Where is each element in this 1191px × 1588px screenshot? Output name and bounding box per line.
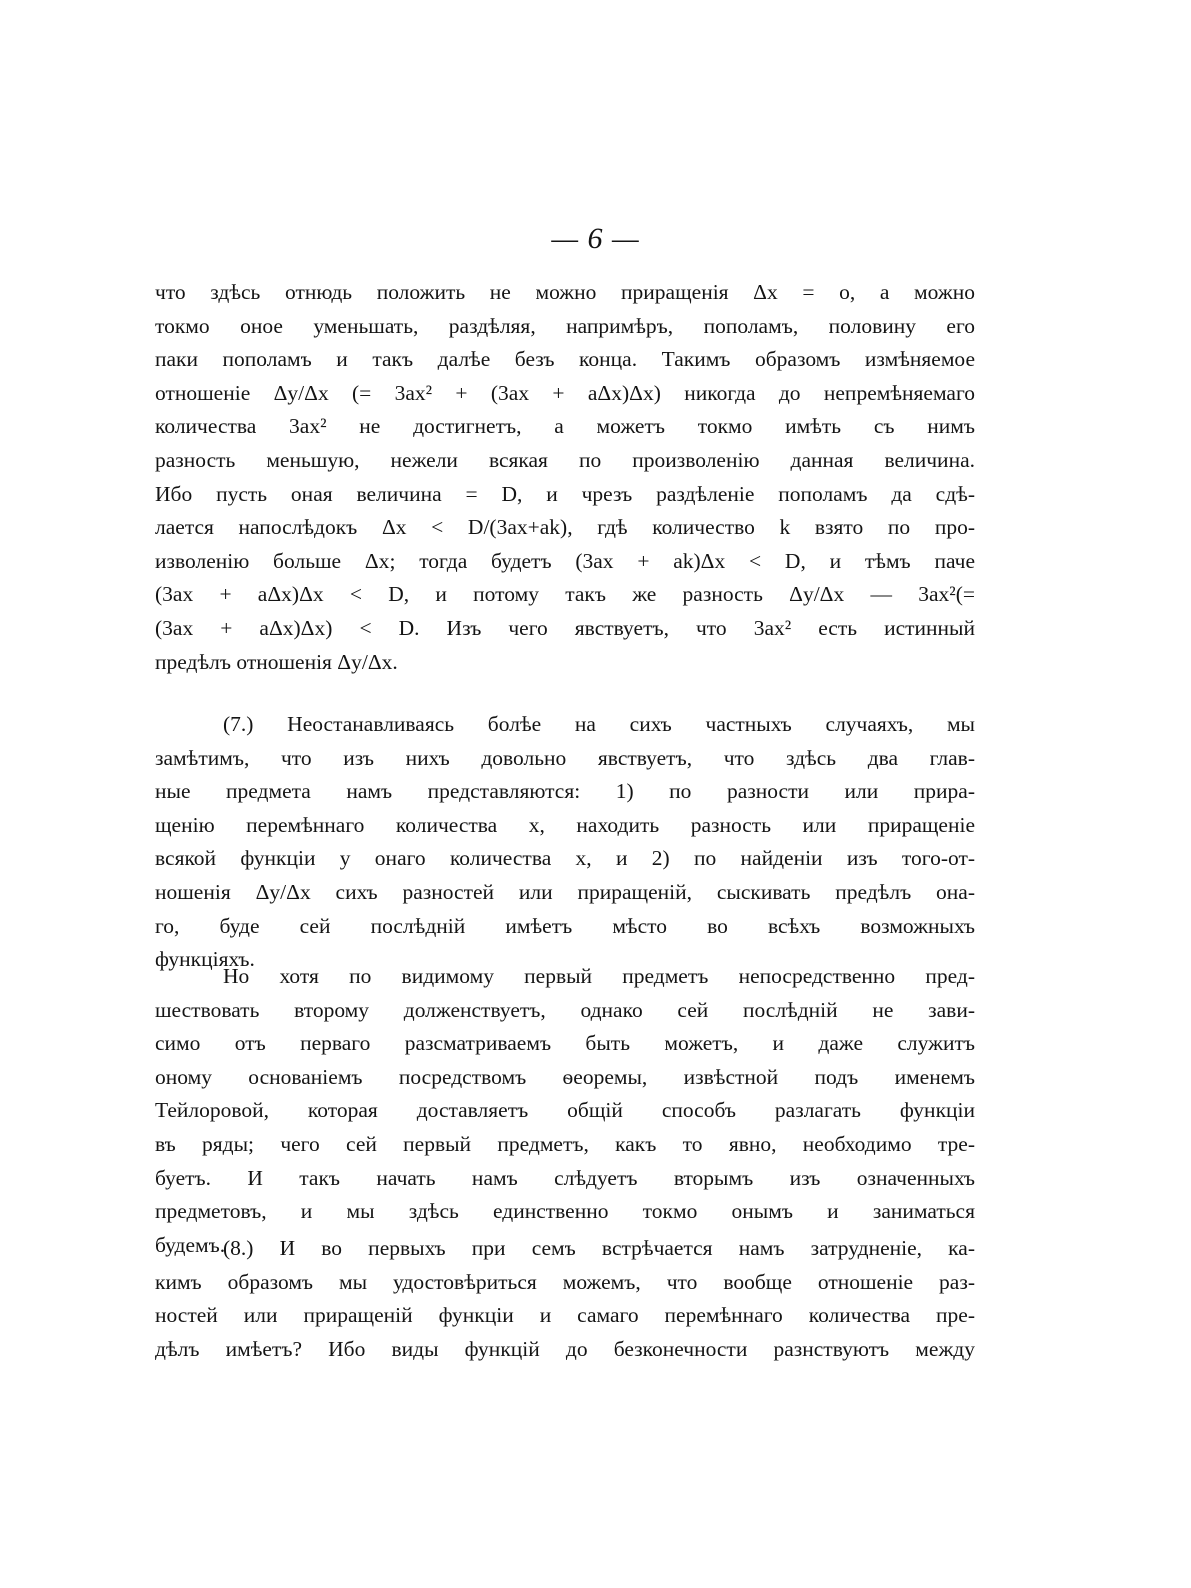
- paragraph-3: [155, 960, 975, 1262]
- text-line: (3ax + aΔx)Δx < D, и потому такъ же разность Δy/Δx — 3ax²(=: [155, 582, 975, 607]
- text-line: всякой функціи y онаго количества x, и 2) по найденіи изъ того-от-: [155, 846, 975, 871]
- paragraph-4: [155, 1232, 975, 1366]
- text-line: ношенія Δy/Δx сихъ разностей или приращеній, сыскивать предѣлъ она-: [155, 879, 975, 904]
- text-line: буетъ. И такъ начать намъ слѣдуетъ вторымъ изъ означенныхъ: [155, 1165, 975, 1190]
- text-line: разность меньшую, нежели всякая по произволенію данная величина.: [155, 447, 975, 472]
- text-line: предѣлъ отношенія Δy/Δx.: [155, 649, 398, 674]
- text-line: замѣтимъ, что изъ нихъ довольно явствуетъ, что здѣсь два глав-: [155, 745, 975, 770]
- text-line: паки пополамъ и такъ далѣе безъ конца. Такимъ образомъ измѣняемое: [155, 347, 975, 372]
- paragraph-2: [155, 708, 975, 977]
- text-line: дѣлъ имѣетъ? Ибо виды функцій до безконечности разнствуютъ между: [155, 1336, 975, 1361]
- text-line: щенію перемѣннаго количества x, находить разность или приращеніе: [155, 812, 975, 837]
- page-number: — 6 —: [551, 222, 640, 255]
- text-line: Но хотя по видимому первый предметъ непосредственно пред-: [223, 964, 975, 988]
- text-line: что здѣсь отнюдь положить не можно приращенія Δx = o, а можно: [155, 280, 975, 304]
- text-line: шествовать второму долженствуетъ, однако сей послѣдній не зави-: [155, 997, 975, 1022]
- text-line: функціяхъ.: [155, 947, 255, 972]
- text-line: (7.) Неостанавливаясь болѣе на сихъ частныхъ случаяхъ, мы: [223, 712, 975, 736]
- text-line: го, буде сей послѣдній имѣетъ мѣсто во всѣхъ возможныхъ: [155, 913, 975, 938]
- text-line: отношеніе Δy/Δx (= 3ax² + (3ax + aΔx)Δx) никогда до непремѣняемаго: [155, 380, 975, 405]
- text-line: (8.) И во первыхъ при семъ встрѣчается намъ затрудненіе, ка-: [223, 1236, 975, 1260]
- text-line: Тейлоровой, которая доставляетъ общій способъ разлагать функціи: [155, 1098, 975, 1123]
- paragraph-1: [155, 276, 975, 679]
- text-line: Ибо пусть оная величина = D, и чрезъ раздѣленіе пополамъ да сдѣ-: [155, 481, 975, 506]
- text-line: будемъ.: [155, 1232, 226, 1257]
- text-line: (3ax + aΔx)Δx) < D. Изъ чего явствуетъ, что 3ax² есть истинный: [155, 615, 975, 640]
- text-line: кимъ образомъ мы удостовѣриться можемъ, что вообще отношеніе раз-: [155, 1269, 975, 1294]
- text-line: изволенію больше Δx; тогда будетъ (3ax + ak)Δx < D, и тѣмъ паче: [155, 548, 975, 573]
- text-line: предметовъ, и мы здѣсь единственно токмо онымъ и заниматься: [155, 1199, 975, 1224]
- text-line: въ ряды; чего сей первый предметъ, какъ то явно, необходимо тре-: [155, 1131, 975, 1156]
- text-line: симо отъ перваго разсматриваемъ быть можетъ, и даже служитъ: [155, 1031, 975, 1056]
- text-line: количества 3ax² не достигнетъ, а можетъ токмо имѣть съ нимъ: [155, 414, 975, 439]
- text-line: токмо оное уменьшать, раздѣляя, напримѣръ, пополамъ, половину его: [155, 313, 975, 338]
- text-line: ностей или приращеній функціи и самаго перемѣннаго количества пре-: [155, 1303, 975, 1328]
- text-line: оному основаніемъ посредствомъ ѳеоремы, извѣстной подъ именемъ: [155, 1064, 975, 1089]
- text-line: ные предмета намъ представляются: 1) по разности или прира-: [155, 779, 975, 804]
- text-line: лается напослѣдокъ Δx < D/(3ax+ak), гдѣ количество k взято по про-: [155, 515, 975, 540]
